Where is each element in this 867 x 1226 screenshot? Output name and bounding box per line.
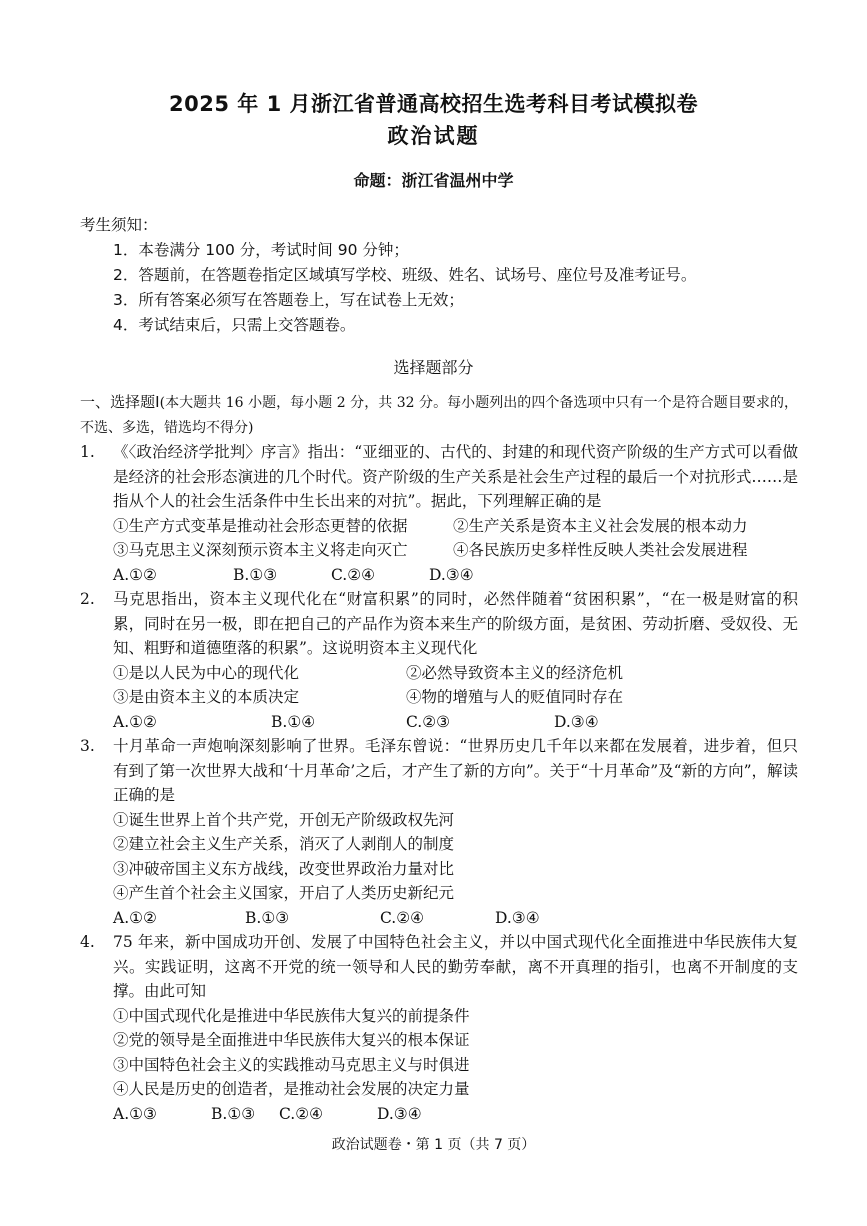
question-3 [80, 734, 798, 930]
question-1 [80, 440, 798, 587]
statement: ④各民族历史多样性反映人类社会发展进程 [453, 541, 748, 559]
option-d: D.③④ [554, 712, 599, 731]
section-instructions [80, 390, 798, 441]
notice-title: 考生须知： [80, 216, 158, 234]
answer-options [80, 906, 798, 931]
option-c: C.②④ [331, 565, 376, 584]
statement: ④人民是历史的创造者，是推动社会发展的决定力量 [113, 1080, 470, 1098]
statement: ②必然导致资本主义的经济危机 [406, 663, 624, 682]
question-stem [80, 587, 798, 661]
statement: ②建立社会主义生产关系，消灭了人剥削人的制度 [113, 835, 455, 853]
question-2 [80, 587, 798, 734]
option-b: B.①③ [245, 908, 290, 927]
option-b: B.①④ [271, 712, 316, 731]
statement-row [80, 538, 798, 563]
instructions-label: 一、选择题Ⅰ [80, 393, 160, 411]
question-stem [80, 734, 798, 808]
candidate-notice [80, 212, 800, 338]
option-d: D.③④ [429, 565, 474, 584]
statement: ③冲破帝国主义东方战线，改变世界政治力量对比 [113, 859, 455, 878]
section-title: 选择题部分 [393, 358, 474, 377]
option-b: B.①③ [211, 1104, 256, 1123]
option-c: C.②④ [279, 1104, 324, 1123]
statement-row [80, 661, 798, 686]
answer-options [80, 710, 798, 735]
statement: ②党的领导是全面推进中华民族伟大复兴的根本保证 [113, 1031, 470, 1049]
exam-author: 命题：浙江省温州中学 [353, 171, 514, 190]
option-a: A.①② [113, 908, 157, 927]
question-number: 2. [80, 590, 95, 608]
statement: ③马克思主义深刻预示资本主义将走向灭亡 [113, 541, 408, 559]
option-a: A.①② [113, 565, 157, 584]
notice-item: 3．所有答案必须写在答题卷上，写在试卷上无效； [113, 291, 464, 309]
question-text: 《〈政治经济学批判〉序言》指出：“亚细亚的、古代的、封建的和现代资产阶级的生产方式可以看做是经济的社会形态演进的几个时代。资产阶级的生产关系是社会生产过程的最后一个对抗形式……是指从个人的社会生活条件中生长出来的对抗”。据此，下列理解正确的是 [113, 443, 798, 510]
option-a: A.①② [113, 712, 157, 731]
option-d: D.③④ [495, 908, 540, 927]
question-number: 1. [80, 443, 95, 461]
statement: ③中国特色社会主义的实践推动马克思主义与时俱进 [113, 1055, 470, 1074]
exam-subtitle: 政治试题 [387, 124, 480, 148]
option-c: C.②④ [380, 908, 425, 927]
statement: ④产生首个社会主义国家，开启了人类历史新纪元 [113, 884, 455, 902]
statement: ①中国式现代化是推进中华民族伟大复兴的前提条件 [113, 1006, 470, 1025]
statement: ①是以人民为中心的现代化 [113, 663, 300, 682]
option-c: C.②③ [406, 712, 451, 731]
statement-row [80, 514, 798, 539]
question-text: 十月革命一声炮响深刻影响了世界。毛泽东曾说：“世界历史几千年以来都在发展着，进步着，但只有到了第一次世界大战和‘十月革命’之后，才产生了新的方向”。关于“十月革命”及“新的方向”，解读正确的是 [113, 737, 798, 804]
statement: ①诞生世界上首个共产党，开创无产阶级政权先河 [113, 810, 455, 829]
statement: ④物的增殖与人的贬值同时存在 [406, 688, 624, 706]
question-stem [80, 930, 798, 1004]
option-b: B.①③ [233, 565, 278, 584]
exam-title: 2025 年 1 月浙江省普通高校招生选考科目考试模拟卷 [169, 92, 698, 116]
question-stem [80, 440, 798, 514]
notice-item: 2．答题前，在答题卷指定区域填写学校、班级、姓名、试场号、座位号及准考证号。 [113, 266, 697, 284]
statement: ③是由资本主义的本质决定 [113, 688, 300, 706]
option-d: D.③④ [377, 1104, 422, 1123]
page-footer: 政治试题卷・第 1 页（共 7 页） [331, 1137, 536, 1153]
question-number: 4. [80, 933, 95, 951]
statement-row [80, 685, 798, 710]
question-4 [80, 930, 798, 1126]
answer-options [80, 1102, 798, 1127]
instructions-text: (本大题共 16 小题，每小题 2 分，共 32 分。每小题列出的四个备选项中只有一个是符合题目要求的，不选、多选，错选均不得分) [80, 395, 798, 436]
statement: ②生产关系是资本主义社会发展的根本动力 [453, 516, 748, 535]
question-text: 75 年来，新中国成功开创、发展了中国特色社会主义，并以中国式现代化全面推进中华民族伟大复兴。实践证明，这离不开党的统一领导和人民的勤劳奉献，离不开真理的指引，也离不开制度的支撑。由此可知 [113, 933, 798, 1000]
question-text: 马克思指出，资本主义现代化在“财富积累”的同时，必然伴随着“贫困积累”，“在一极是财富的积累，同时在另一极，即在把自己的产品作为资本来生产的阶级方面，是贫困、劳动折磨、受奴役、无知、粗野和道德堕落的积累”。这说明资本主义现代化 [113, 590, 798, 657]
notice-item: 1．本卷满分 100 分，考试时间 90 分钟； [113, 241, 409, 259]
option-a: A.①③ [113, 1104, 157, 1123]
answer-options [80, 563, 798, 588]
statement: ①生产方式变革是推动社会形态更替的依据 [113, 516, 408, 535]
question-number: 3. [80, 737, 95, 755]
notice-item: 4．考试结束后，只需上交答题卷。 [113, 316, 356, 334]
